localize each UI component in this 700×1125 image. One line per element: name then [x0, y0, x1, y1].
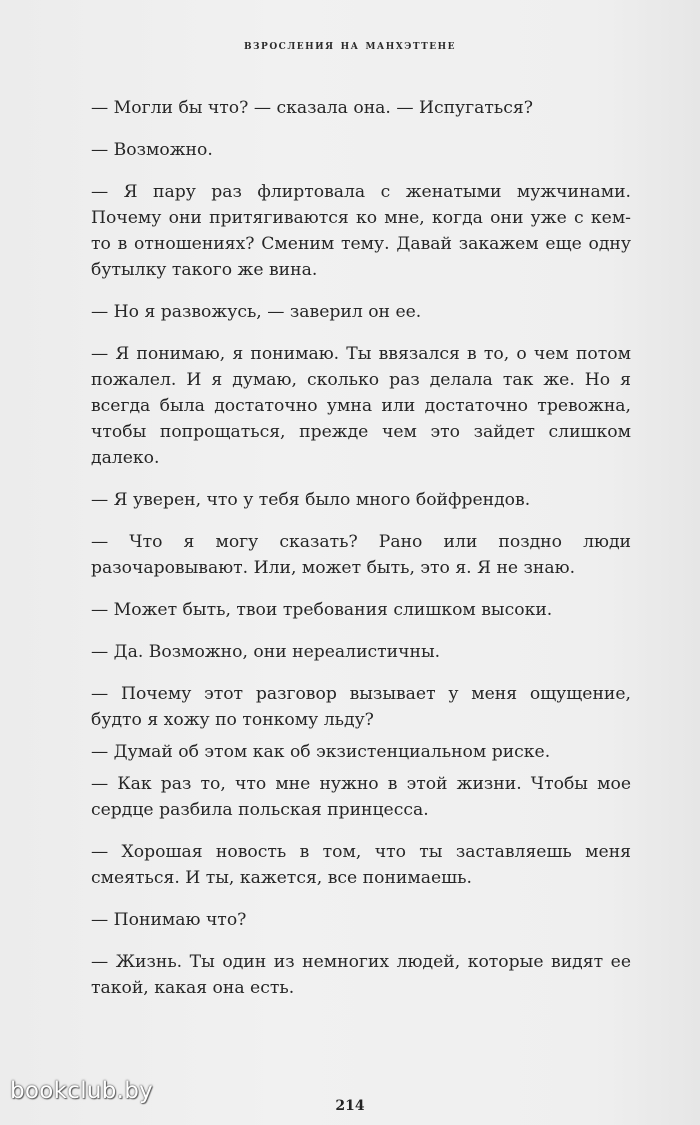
- paragraph: — Возможно.: [91, 140, 213, 160]
- paragraph: — Может быть, твои требования слишком высоки.: [91, 600, 553, 620]
- page-number: 214: [335, 1098, 365, 1114]
- paragraph: — Хорошая новость в том, что ты заставляешь меня смеяться. И ты, кажется, все понимаешь.: [91, 842, 631, 888]
- paragraph: — Жизнь. Ты один из немногих людей, которые видят ее такой, какая она есть.: [91, 952, 631, 998]
- paragraph: — Понимаю что?: [91, 910, 247, 930]
- paragraph: — Как раз то, что мне нужно в этой жизни. Чтобы мое сердце разбила польская принцесса.: [91, 774, 631, 820]
- paragraph: — Что я могу сказать? Рано или поздно люди разочаровывают. Или, может быть, это я. Я не знаю.: [91, 532, 631, 578]
- paragraph: — Почему этот разговор вызывает у меня ощущение, будто я хожу по тонкому льду?: [91, 684, 631, 730]
- paragraph: — Я понимаю, я понимаю. Ты ввязался в то, о чем потом пожалел. И я думаю, сколько раз делала так же. Но я всегда была достаточно умна или достаточно тревожна, чтобы попрощаться, прежде чем это зайдет слишком далеко.: [91, 344, 631, 468]
- running-head: взросления на манхэттене: [243, 38, 457, 53]
- paragraph: — Но я развожусь, — заверил он ее.: [91, 302, 422, 322]
- paragraph: — Я пару раз флиртовала с женатыми мужчинами. Почему они притягиваются ко мне, когда они уже с кем-то в отношениях? Сменим тему. Давай закажем еще одну бутылку такого же вина.: [91, 182, 631, 280]
- site-watermark: bookclub.by: [10, 1078, 154, 1104]
- body-text: [91, 95, 631, 1001]
- paragraph: — Думай об этом как об экзистенциальном риске.: [91, 742, 551, 762]
- paragraph: — Могли бы что? — сказала она. — Испугаться?: [91, 98, 533, 118]
- paragraph: — Да. Возможно, они нереалистичны.: [91, 642, 441, 662]
- paragraph: — Я уверен, что у тебя было много бойфрендов.: [91, 490, 531, 510]
